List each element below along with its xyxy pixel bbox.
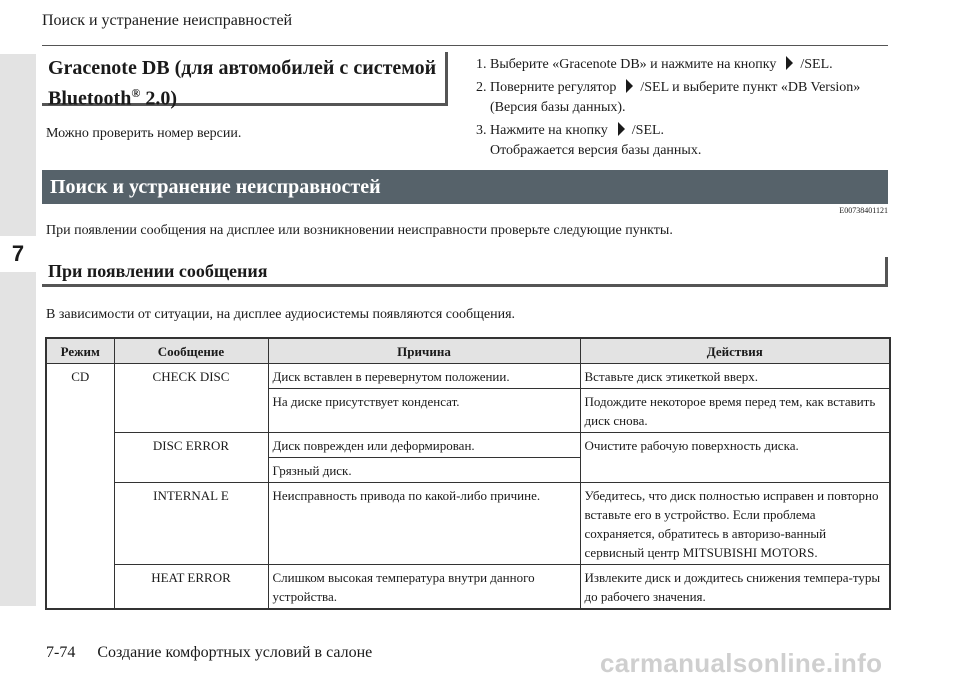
mode-cell: CD <box>46 364 114 610</box>
gracenote-heading <box>42 52 448 110</box>
action-cell: Подождите некоторое время перед тем, как вставить диск снова. <box>580 389 890 433</box>
footer-section: Создание комфортных условий в салоне <box>97 644 373 661</box>
messages-text: В зависимости от ситуации, на дисплее аудиосистемы появляются сообщения. <box>46 307 516 322</box>
header-mode: Режим <box>46 338 114 364</box>
message-cell: INTERNAL E <box>114 483 268 565</box>
gracenote-title-line2: Bluetooth® 2.0) <box>48 86 177 110</box>
troubleshooting-intro: При появлении сообщения на дисплее или возникновении неисправности проверьте следующие пункты. <box>46 223 673 238</box>
troubleshooting-banner: Поиск и устранение неисправностей <box>42 170 888 204</box>
section-code: E00738401121 <box>839 206 888 215</box>
table-row <box>46 483 890 565</box>
step-2: 2. Поверните регулятор /SEL и выберите пункт «DB Version» (Версия базы данных). <box>476 80 861 115</box>
watermark: carmanualsonline.info <box>600 648 883 678</box>
version-text: Можно проверить номер версии. <box>46 126 242 141</box>
gracenote-title-line1: Gracenote DB (для автомобилей с системой <box>48 57 437 79</box>
cause-cell: Диск поврежден или деформирован. <box>268 433 580 458</box>
cause-cell: Диск вставлен в перевернутом положении. <box>268 364 580 389</box>
cause-cell: Грязный диск. <box>268 458 580 483</box>
side-strip <box>0 54 36 606</box>
steps-list <box>476 55 896 164</box>
table-row <box>46 433 890 458</box>
sel-knob-icon <box>622 79 634 93</box>
action-cell: Извлеките диск и дождитесь снижения темпера-туры до рабочего значения. <box>580 565 890 610</box>
cause-cell: Слишком высокая температура внутри данного устройства. <box>268 565 580 610</box>
page-header-title: Поиск и устранение неисправностей <box>42 12 293 29</box>
header-message: Сообщение <box>114 338 268 364</box>
cause-cell: На диске присутствует конденсат. <box>268 389 580 433</box>
chapter-tab: 7 <box>0 236 36 272</box>
header-action: Действия <box>580 338 890 364</box>
action-cell: Очистите рабочую поверхность диска. <box>580 433 890 483</box>
step-1: 1. Выберите «Gracenote DB» и нажмите на кнопку /SEL. <box>476 57 833 72</box>
message-cell: DISC ERROR <box>114 433 268 483</box>
messages-table <box>45 337 889 610</box>
step-3: 3. Нажмите на кнопку /SEL. Отображается версия базы данных. <box>476 123 702 158</box>
action-cell: Убедитесь, что диск полностью исправен и повторно вставьте его в устройство. Если проблема сохраняется, обратитесь в авторизо-ванный сервисный центр MITSUBISHI MOTORS. <box>580 483 890 565</box>
sel-knob-icon <box>782 56 794 70</box>
table-row <box>46 364 890 389</box>
page-number: 7-74 <box>46 644 76 661</box>
page-footer <box>46 644 372 662</box>
cause-cell: Неисправность привода по какой-либо причине. <box>268 483 580 565</box>
sel-knob-icon <box>614 122 626 136</box>
message-cell: HEAT ERROR <box>114 565 268 610</box>
message-cell: CHECK DISC <box>114 364 268 433</box>
action-cell: Вставьте диск этикеткой вверх. <box>580 364 890 389</box>
header-divider <box>42 45 888 46</box>
table-row <box>46 565 890 610</box>
messages-heading: При появлении сообщения <box>42 257 888 287</box>
table-header-row <box>46 338 890 364</box>
header-cause: Причина <box>268 338 580 364</box>
